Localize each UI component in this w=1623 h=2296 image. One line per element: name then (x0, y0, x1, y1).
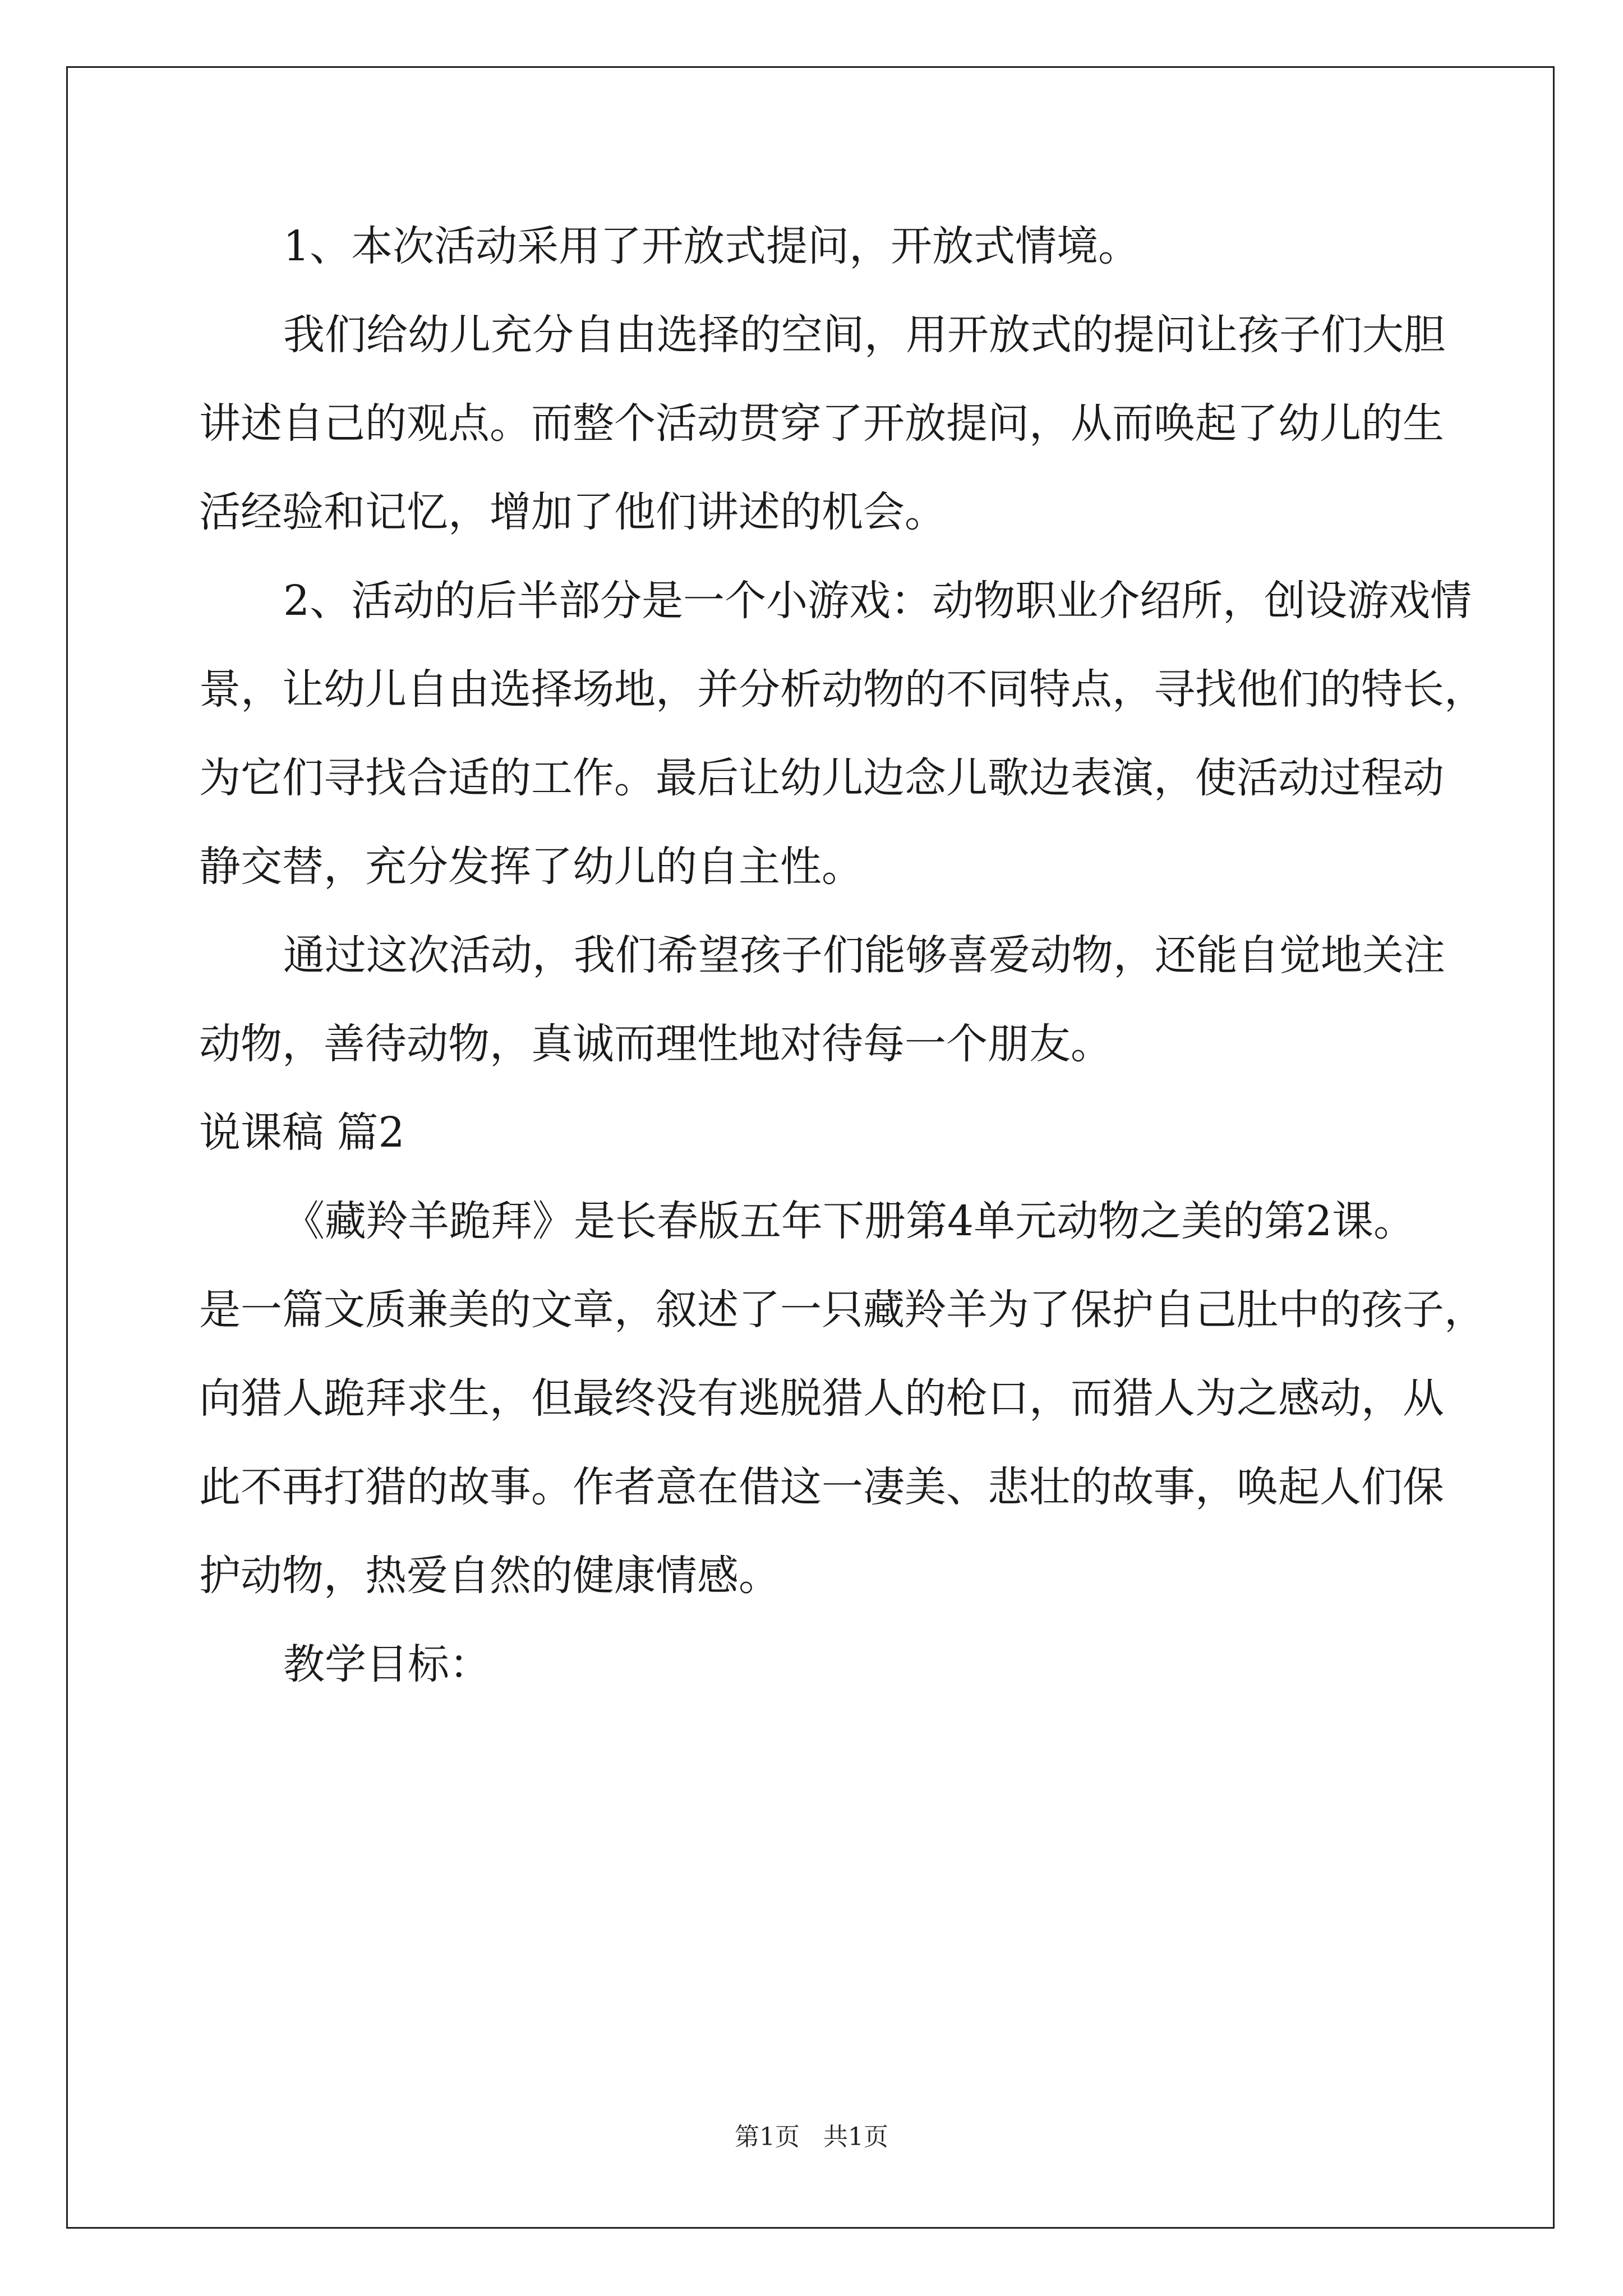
paragraph-line: 护动物，热爱自然的健康情感。 (199, 1552, 780, 1600)
paragraph-line: 1、本次活动采用了开放式提问，开放式情境。 (283, 222, 1140, 270)
paragraph-line: 景，让幼儿自由选择场地，并分析动物的不同特点，寻找他们的特长， (199, 665, 1486, 714)
paragraph-line: 动物，善待动物，真诚而理性地对待每一个朋友。 (199, 1020, 1112, 1068)
page-footer (0, 2120, 1623, 2154)
paragraph-line: 向猎人跪拜求生，但最终没有逃脱猎人的枪口，而猎人为之感动，从 (199, 1374, 1444, 1423)
page-total: 共1页 (823, 2123, 888, 2151)
paragraph-line: 教学目标： (283, 1640, 491, 1688)
paragraph-line: 讲述自己的观点。而整个活动贯穿了开放提问，从而唤起了幼儿的生 (199, 399, 1444, 448)
paragraph-line: 我们给幼儿充分自由选择的空间，用开放式的提问让孩子们大胆 (283, 311, 1445, 359)
paragraph-line: 静交替，充分发挥了幼儿的自主性。 (199, 843, 863, 891)
paragraph-line: 通过这次活动，我们希望孩子们能够喜爱动物，还能自觉地关注 (283, 931, 1445, 979)
paragraph-line: 是一篇文质兼美的文章，叙述了一只藏羚羊为了保护自己肚中的孩子， (199, 1286, 1486, 1334)
paragraph-line: 活经验和记忆，增加了他们讲述的机会。 (199, 488, 946, 536)
page-number: 第1页 (735, 2123, 800, 2151)
paragraph-line: 此不再打猎的故事。作者意在借这一凄美、悲壮的故事，唤起人们保 (199, 1463, 1444, 1511)
document-body (199, 202, 1486, 1709)
paragraph-line: 《藏羚羊跪拜》是长春版五年下册第4单元动物之美的第2课。 (283, 1197, 1415, 1245)
paragraph-line: 2、活动的后半部分是一个小游戏：动物职业介绍所，创设游戏情 (283, 577, 1472, 625)
paragraph-line: 为它们寻找合适的工作。最后让幼儿边念儿歌边表演，使活动过程动 (199, 754, 1444, 802)
section-heading: 说课稿 篇2 (199, 1108, 405, 1157)
